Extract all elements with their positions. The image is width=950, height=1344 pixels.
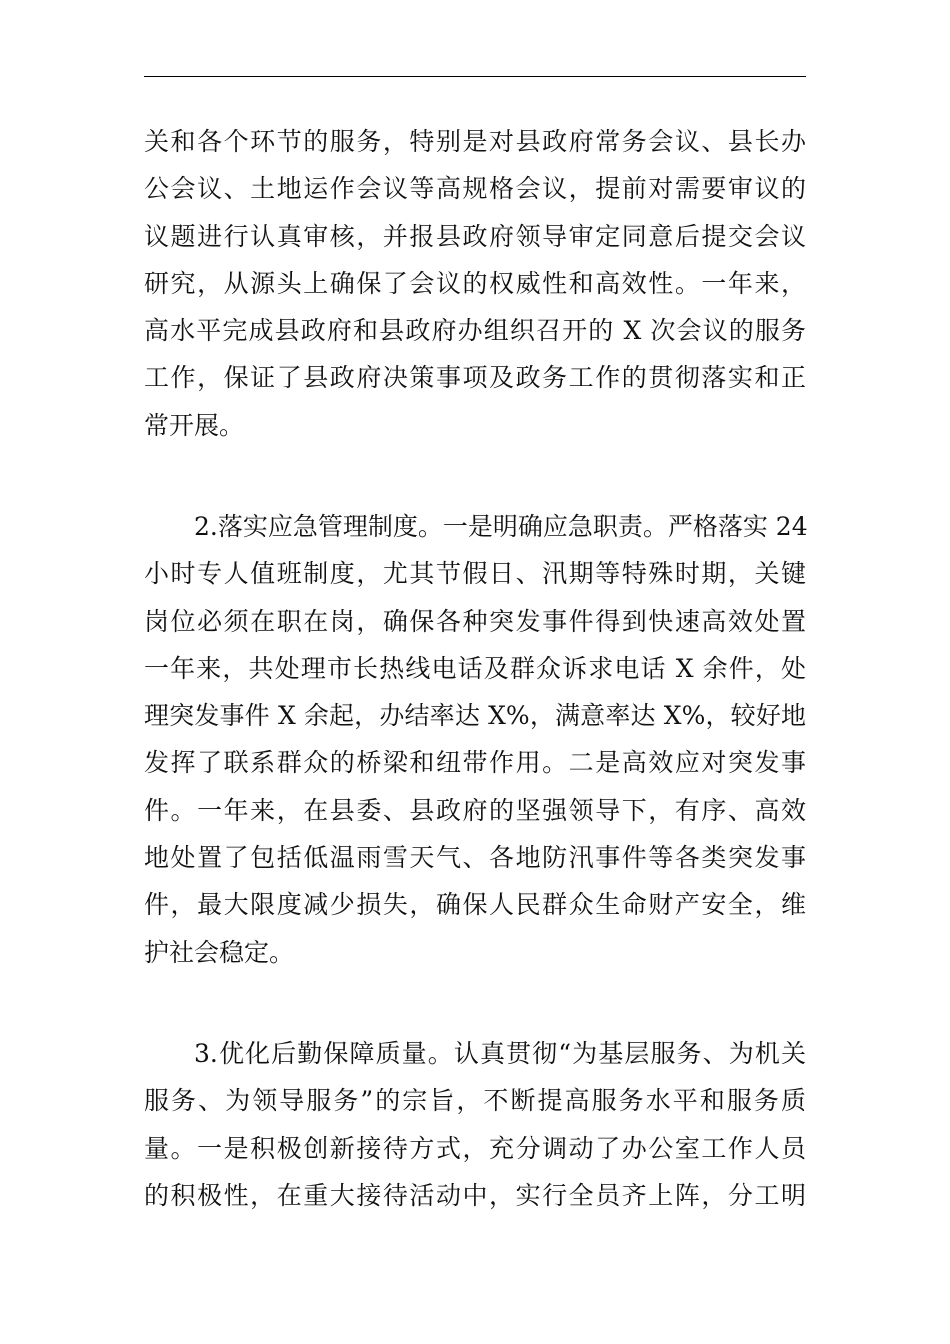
- text-line: 常开展。: [144, 410, 245, 440]
- text-line: 议题进行认真审核，并报县政府领导审定同意后提交会议: [144, 221, 806, 251]
- text-line: 件。一年来，在县委、县政府的坚强领导下，有序、高效: [144, 795, 806, 825]
- text-line: 服务、为领导服务”的宗旨，不断提高服务水平和服务质: [144, 1086, 806, 1116]
- text-line: 研究，从源头上确保了会议的权威性和高效性。一年来，: [144, 268, 806, 298]
- paragraph-meeting-service: [144, 118, 806, 449]
- text-line: 的积极性，在重大接待活动中，实行全员齐上阵，分工明: [144, 1180, 806, 1210]
- text-line: 岗位必须在职在岗，确保各种突发事件得到快速高效处置: [144, 606, 806, 636]
- text-line: 地处置了包括低温雨雪天气、各地防汛事件等各类突发事: [144, 843, 806, 873]
- text-line: 关和各个环节的服务，特别是对县政府常务会议、县长办: [144, 127, 806, 156]
- text-line: 高水平完成县政府和县政府办组织召开的 X 次会议的服务: [144, 316, 806, 346]
- text-line: 小时专人值班制度，尤其节假日、汛期等特殊时期，关键: [144, 559, 806, 589]
- text-line: 护社会稳定。: [144, 937, 295, 967]
- paragraph-logistics-support: [144, 1030, 806, 1219]
- text-line: 理突发事件 X 余起，办结率达 X%，满意率达 X%，较好地: [144, 701, 806, 731]
- text-line: 一年来，共处理市长热线电话及群众诉求电话 X 余件，处: [144, 653, 806, 683]
- text-line: 量。一是积极创新接待方式，充分调动了办公室工作人员: [144, 1133, 806, 1163]
- paragraph-emergency-management: [144, 503, 806, 976]
- text-line: 公会议、土地运作会议等高规格会议，提前对需要审议的: [144, 174, 806, 204]
- text-line: 发挥了联系群众的桥梁和纽带作用。二是高效应对突发事: [144, 748, 806, 778]
- header-rule: [144, 76, 806, 77]
- text-line: 件，最大限度减少损失，确保人民群众生命财产安全，维: [144, 890, 806, 920]
- text-line: 3.优化后勤保障质量。认真贯彻“为基层服务、为机关: [194, 1039, 806, 1068]
- text-line: 2.落实应急管理制度。一是明确应急职责。严格落实 24: [194, 512, 808, 541]
- text-line: 工作，保证了县政府决策事项及政务工作的贯彻落实和正: [144, 363, 806, 393]
